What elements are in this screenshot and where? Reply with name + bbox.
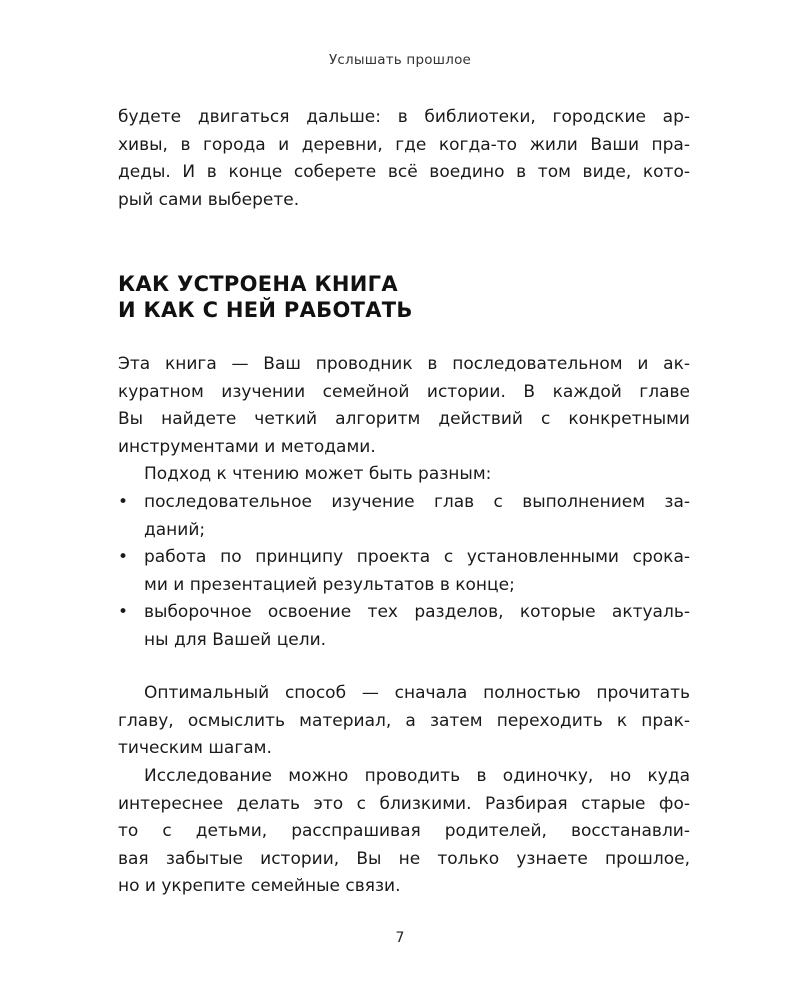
text-line: выборочное освоение тех разделов, которые актуаль- [144,602,690,623]
approach-intro: Подход к чтению может быть разным: [144,464,492,485]
text-line: последовательное изучение глав с выполнением за- [144,492,690,512]
text-line: инструментами и методами. [118,436,376,457]
bullet-icon: • [118,492,129,512]
text-line: ны для Вашей цели. [144,629,327,650]
text-line: деды. И в конце соберете всё воедино в том виде, кото- [118,162,690,183]
bullet-icon: • [118,547,129,568]
text-line: работа по принципу проекта с установленными срока- [144,547,690,568]
text-line: куратном изучении семейной истории. В каждой главе [118,381,690,402]
list-item [118,544,690,599]
text-line: главу, осмыслить материал, а затем переходить к прак- [118,710,690,731]
text-line: Оптимальный способ — сначала полностью прочитать [144,683,690,703]
list-item [118,489,690,544]
text-line: то с детьми, расспрашивая родителей, восстанавли- [118,821,690,842]
text-line: вая забытые истории, Вы не только узнаете прошлое, [118,848,690,869]
text-line: ми и презентацией результатов в конце; [144,574,515,595]
text-line: интереснее делать это с близкими. Разбирая старые фо- [118,793,690,814]
text-line: даний; [144,519,206,540]
bullet-icon: • [118,602,129,623]
paragraph-book-guide [118,351,690,489]
section-heading-line: И КАК С НЕЙ РАБОТАТЬ [118,298,413,322]
list-item [118,599,690,654]
section-heading-line: КАК УСТРОЕНА КНИГА [118,272,398,296]
page-number: 7 [395,930,405,946]
text-line: рый сами выберете. [118,189,300,210]
text-line: Эта книга — Ваш проводник в последовательном и ак- [118,354,690,374]
text-line: Исследование можно проводить в одиночку, но куда [144,766,690,786]
text-line: тическим шагам. [118,738,272,759]
section-heading [118,271,690,323]
paragraph-research-together [118,763,690,901]
text-line: но и укрепите семейные связи. [118,876,401,897]
intro-paragraph [118,104,690,214]
text-line: Вы найдете четкий алгоритм действий с конкретными [118,409,690,430]
running-header: Услышать прошлое [328,52,472,68]
text-line: хивы, в города и деревни, где когда-то жили Ваши пра- [118,134,690,155]
bullet-list [118,489,690,655]
paragraph-optimal-way [118,680,690,763]
text-line: будете двигаться дальше: в библиотеки, городские ар- [118,107,690,127]
